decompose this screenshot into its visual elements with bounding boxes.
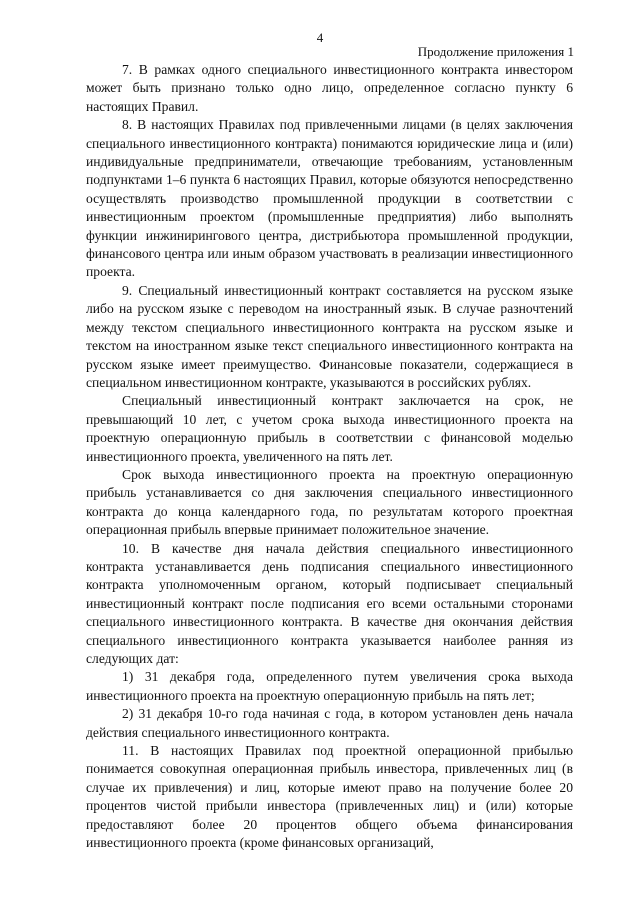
paragraph-contract-term: Специальный инвестиционный контракт заключается на срок, не превышающий 10 лет, с учетом срока выхода инвестиционного проекта на проектную операционную прибыль в соответствии с финансовой моделью инвестиционного проекта, увеличенного на пять лет. — [86, 393, 573, 464]
page-header-continuation: Продолжение приложения 1 — [417, 44, 574, 59]
page-number: 4 — [316, 30, 324, 45]
paragraph-10: 10. В качестве дня начала действия специального инвестиционного контракта устанавливается день подписания специального инвестиционного контракта уполномоченным органом, который подписывает специальный инвестиционный контракт после подписания его всеми остальными сторонами специального инвестиционного контракта. В качестве дня окончания действия специального инвестиционного контракта указывается наиболее ранняя из следующих дат: — [86, 540, 573, 666]
list-item-1: 1) 31 декабря года, определенного путем увеличения срока выхода инвестиционного проекта на проектную операционную прибыль на пять лет; — [86, 669, 573, 703]
paragraph-profit-term: Срок выхода инвестиционного проекта на проектную операционную прибыль устанавливается со дня заключения специального инвестиционного контракта до конца календарного года, по результатам которого проектная операционная прибыль впервые принимает положительное значение. — [86, 466, 573, 538]
paragraph-7: 7. В рамках одного специального инвестиционного контракта инвестором может быть признано только одно лицо, определенное согласно пункту 6 настоящих Правил. — [86, 62, 573, 114]
paragraph-9: 9. Специальный инвестиционный контракт составляется на русском языке либо на русском языке с переводом на иностранный язык. В случае разночтений между текстом специального инвестиционного контракта на русском языке и текстом на иностранном языке текст специального инвестиционного контракта на русском языке имеет преимущество. Финансовые показатели, содержащиеся в специальном инвестиционном контракте, указываются в российских рублях. — [86, 282, 573, 390]
list-item-2: 2) 31 декабря 10-го года начиная с года, в котором установлен день начала действия специального инвестиционного контракта. — [86, 706, 573, 740]
paragraph-8: 8. В настоящих Правилах под привлеченными лицами (в целях заключения специального инвестиционного контракта) понимаются юридические лица и (или) индивидуальные предприниматели, отвечающие требованиям, установленным подпунктами 1–6 пункта 6 настоящих Правил, которые обязуются непосредственно осуществлять производство промышленной продукции в соответствии с инвестиционным проектом (промышленные предприятия) либо выполнять функции инжинирингового центра, дистрибьютора промышленной продукции, финансового центра или иным образом участвовать в реализации инвестиционного проекта. — [86, 117, 573, 280]
document-body — [86, 61, 573, 852]
paragraph-11: 11. В настоящих Правилах под проектной операционной прибылью понимается совокупная операционная прибыль инвестора, привлеченных лиц (в случае их привлечения) и лиц, которые имеют право на получение более 20 процентов чистой прибыли инвестора (привлеченных лиц) и (или) которые предоставляют более 20 процентов общего объема финансирования инвестиционного проекта (кроме финансовых организаций, — [86, 743, 573, 851]
